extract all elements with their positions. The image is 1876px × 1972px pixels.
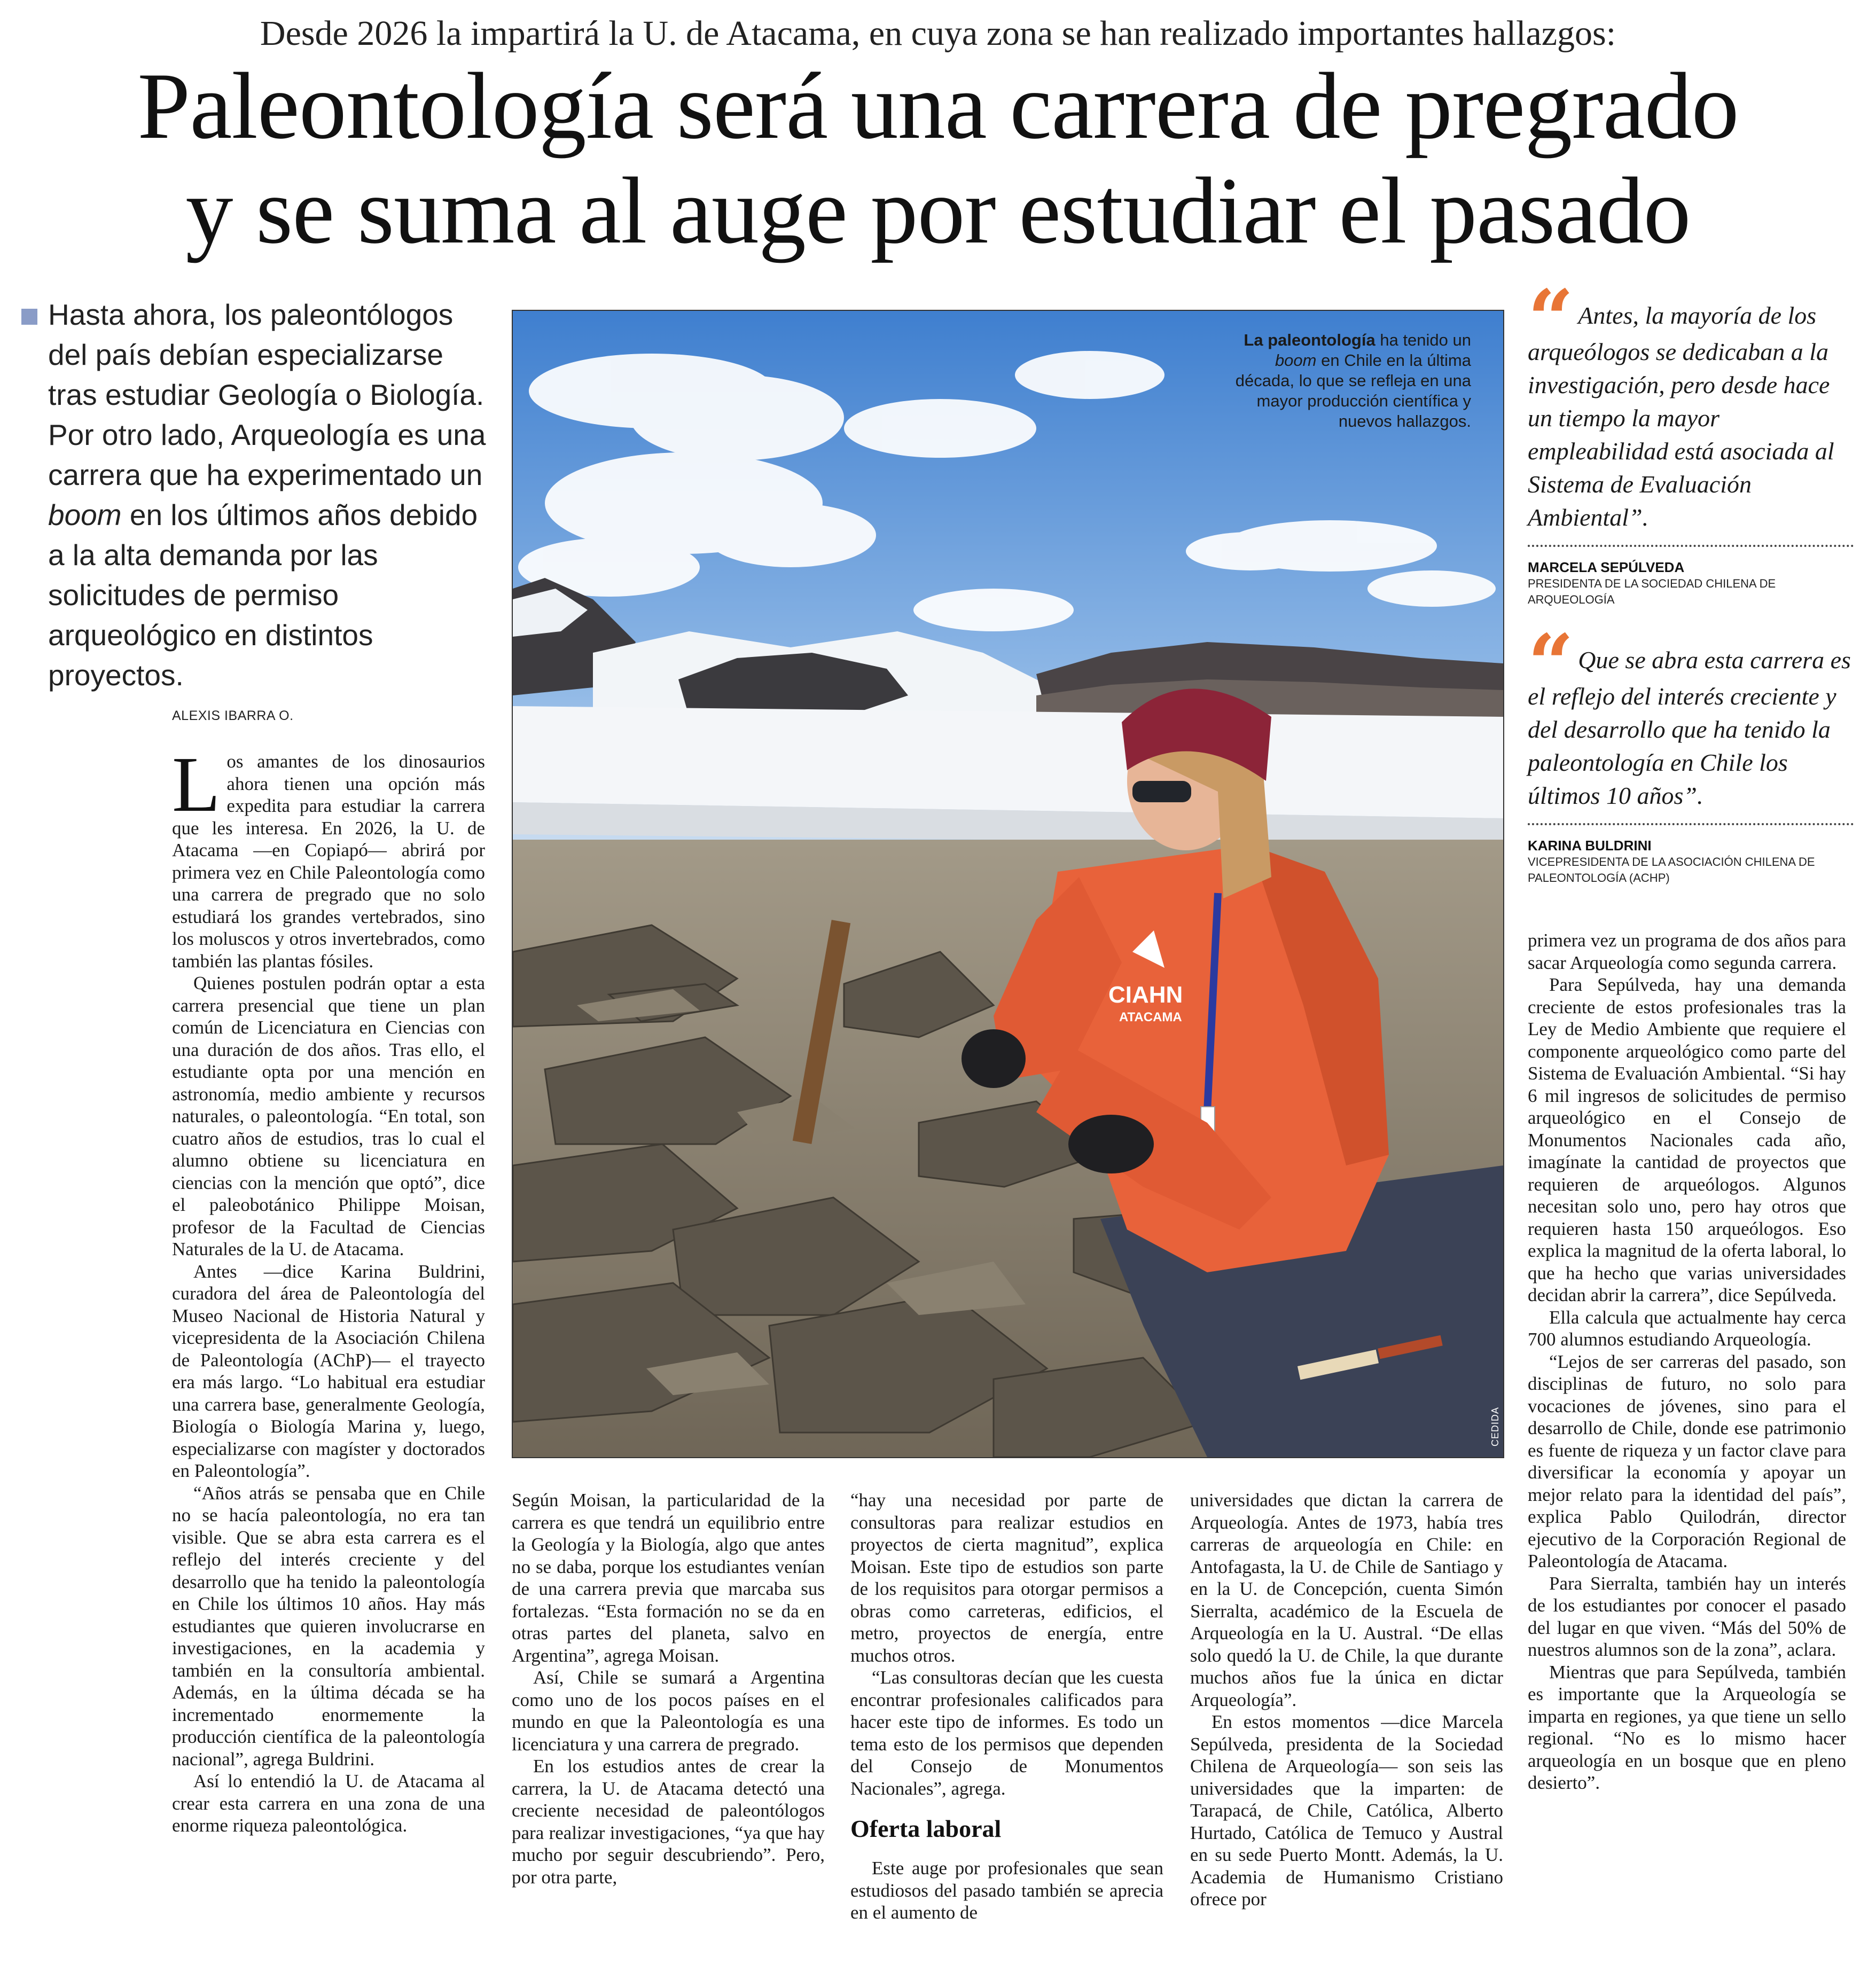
- paragraph: En los estudios antes de crear la carrera, la U. de Atacama detectó una creciente necesidad de paleontólogos para realizar investigaciones, “ya que hay mucho por seguir descubriendo”. Pero, por otra parte,: [512, 1756, 825, 1888]
- article-column-5: [1528, 929, 1846, 1794]
- pull-quote-buldrini: [1528, 617, 1854, 886]
- paragraph: “Años atrás se pensaba que en Chile no se hacía paleontología, no era tan visible. Que se abra esta carrera es el reflejo del interés creciente y del desarrollo que ha tenido la paleontología en Chile los últimos 10 años. Hay más estudiantes que quieren involucrarse en investigaciones, en la academia y también en la consultoría ambiental. Además, en la última década se ha incrementado enormemente la producción científica de la paleontología nacional”, agrega Buldrini.: [172, 1482, 485, 1770]
- lead-bullet-icon: [21, 309, 37, 325]
- kicker: Desde 2026 la impartirá la U. de Atacama, en cuya zona se han realizado importantes hallazgos:: [260, 14, 1616, 53]
- quote-text: “ Que se abra esta carrera es el reflejo del interés creciente y del desarrollo que ha tenido la paleontología en Chile los últimos 10 años”.: [1528, 617, 1851, 809]
- quote-author-role: VICEPRESIDENTA DE LA ASOCIACIÓN CHILENA DE PALEONTOLOGÍA (ACHP): [1528, 855, 1815, 885]
- paragraph: Para Sepúlveda, hay una demanda creciente de estos profesionales tras la Ley de Medio Ambiente que requiere el componente arqueológico como parte del Sistema de Evaluación Ambiental. “Si hay 6 mil ingresos de solicitudes de permiso arqueológico en el Consejo de Monumentos Nacionales cada año, imagínate la cantidad de proyectos que requieren de arqueólogos. Algunos necesitan solo uno, pero hay otros que requieren hasta 150 arqueólogos. Eso explica la magnitud de la oferta laboral, lo que ha hecho que varias universidades decidan abrir la carrera”, dice Sepúlveda.: [1528, 974, 1846, 1305]
- divider: [1528, 823, 1854, 825]
- article-photo: [512, 310, 1504, 1458]
- paragraph: Este auge por profesionales que sean estudiosos del pasado también se aprecia en el aumento de: [850, 1858, 1163, 1923]
- quote-author-name: KARINA BULDRINI: [1528, 838, 1652, 854]
- paragraph: universidades que dictan la carrera de Arqueología. Antes de 1973, había tres carreras de arqueología en Chile: en Antofagasta, la U. de Chile de Santiago y en la U. de Concepción, cuenta Simón Sierralta, académico de la Escuela de Arqueología en la U. Austral. “De ellas solo quedó la U. de Chile, la que durante muchos años fue la única en dictar Arqueología”.: [1190, 1490, 1503, 1710]
- article-column-2: [512, 1489, 825, 1888]
- paragraph: En estos momentos —dice Marcela Sepúlveda, presidenta de la Sociedad Chilena de Arqueología— son seis las universidades que la imparten: de Tarapacá, de Chile, Católica, Alberto Hurtado, Católica de Temuco y Austral en su sede Puerto Montt. Además, la U. Academia de Humanismo Cristiano ofrece por: [1190, 1711, 1503, 1910]
- quote-author-role: PRESIDENTA DE LA SOCIEDAD CHILENA DE ARQUEOLOGÍA: [1528, 577, 1776, 606]
- divider: [1528, 545, 1854, 547]
- paragraph: Los amantes de los dinosaurios ahora tienen una opción más expedita para estudiar la carrera que les interesa. En 2026, la U. de Atacama —en Copiapó— abrirá por primera vez en Chile Paleontología como una carrera de pregrado que no solo estudiará los grandes vertebrados, sino los moluscos y otros invertebrados, como también las plantas fósiles.: [172, 741, 485, 972]
- headline: [0, 53, 1876, 263]
- paragraph: Así, Chile se sumará a Argentina como uno de los pocos países en el mundo en que la Paleontología es una licenciatura y una carrera de pregrado.: [512, 1667, 825, 1755]
- field-photo-illustration: [513, 311, 1503, 1457]
- article-column-4: [1190, 1489, 1503, 1911]
- lead-text: Hasta ahora, los paleontólogos del país debían especializarse tras estudiar Geología o Biología. Por otro lado, Arqueología es una carrera que ha experimentado un boom en los últimos años debido a la alta demanda por las solicitudes de permiso arqueológico en distintos proyectos.: [48, 298, 486, 692]
- article-column-1: [172, 741, 485, 1837]
- paragraph: Mientras que para Sepúlveda, también es importante que la Arqueología se imparta en regiones, ya que tiene un sello regional. “No es lo mismo hacer arqueología en un bosque que en pleno desierto”.: [1528, 1661, 1846, 1793]
- headline-line-1: Paleontología será una carrera de pregrado: [137, 53, 1739, 159]
- subheading-oferta-laboral: Oferta laboral: [850, 1815, 1002, 1842]
- photo-credit: CEDIDA: [1490, 1406, 1500, 1446]
- quote-author-name: MARCELA SEPÚLVEDA: [1528, 559, 1685, 575]
- quote-mark-icon: “: [1528, 617, 1574, 711]
- byline: ALEXIS IBARRA O.: [172, 708, 294, 723]
- jacket-logo-subtext: ATACAMA: [1119, 1010, 1182, 1024]
- paragraph: Según Moisan, la particularidad de la carrera es que tendrá un equilibrio entre la Geología y la Biología, algo que antes no se daba, porque los estudiantes venían de una carrera previa que marcaba sus fortalezas. “Esta formación no se da en otras partes del planeta, salvo en Argentina”, agrega Moisan.: [512, 1490, 825, 1666]
- article-column-3: [850, 1489, 1163, 1924]
- paragraph: Para Sierralta, también hay un interés de los estudiantes por conocer el pasado del lugar en que viven. “Más del 50% de nuestros alumnos son de la zona”, aclara.: [1528, 1572, 1846, 1660]
- paragraph: Ella calcula que actualmente hay cerca 700 alumnos estudiando Arqueología.: [1528, 1306, 1846, 1350]
- quote-mark-icon: “: [1528, 272, 1574, 366]
- lead-summary: [21, 295, 491, 695]
- paragraph: “Lejos de ser carreras del pasado, son disciplinas de futuro, no solo para vocaciones de jóvenes, sino para el desarrollo de Chile, donde ese patrimonio es fuente de riqueza y un factor clave para diversificar la economía y apoyar un mejor relato para la identidad del país”, explica Pablo Quilodrán, director ejecutivo de la Corporación Regional de Paleontología de Atacama.: [1528, 1351, 1846, 1571]
- photo-caption: La paleontología ha tenido un boom en Chile en la última década, lo que se refleja en una mayor producción científica y nuevos hallazgos.: [1235, 331, 1471, 431]
- paragraph: Antes —dice Karina Buldrini, curadora del área de Paleontología del Museo Nacional de Historia Natural y vicepresidenta de la Asociación Chilena de Paleontología (AChP)— el trayecto era más largo. “Lo habitual era estudiar una carrera base, generalmente Geología, Biología o Biología Marina y, luego, especializarse con magíster y doctorados en Paleontología”.: [172, 1261, 485, 1481]
- headline-line-2: y se suma al auge por estudiar el pasado: [185, 158, 1691, 263]
- paragraph: “hay una necesidad por parte de consultoras para realizar estudios en proyectos de cierta magnitud”, explica Moisan. Este tipo de estudios son parte de los requisitos para otorgar permisos a obras como carreteras, edificios, el metro, proyectos de energía, entre muchos otros.: [850, 1490, 1163, 1666]
- paragraph: “Las consultoras decían que les cuesta encontrar profesionales calificados para hacer este tipo de informes. Es todo un tema esto de los permisos que dependen del Consejo de Monumentos Nacionales”, agrega.: [850, 1667, 1163, 1799]
- drop-cap: L: [172, 741, 221, 828]
- pull-quote-sepulveda: [1528, 272, 1854, 608]
- quote-text: “ Antes, la mayoría de los arqueólogos se dedicaban a la investigación, pero desde hace un tiempo la mayor empleabilidad está asociada al Sistema de Evaluación Ambiental”.: [1528, 272, 1834, 531]
- paragraph: Así lo entendió la U. de Atacama al crear esta carrera en una zona de una enorme riqueza paleontológica.: [172, 1771, 485, 1836]
- jacket-logo-text: CIAHN: [1108, 982, 1183, 1008]
- paragraph: primera vez un programa de dos años para sacar Arqueología como segunda carrera.: [1528, 930, 1846, 973]
- paragraph: Quienes postulen podrán optar a esta carrera presencial que tiene un plan común de Licenciatura en Ciencias con una duración de dos años. Tras ello, el estudiante opta por una mención en astronomía, medio ambiente y recursos naturales, o paleontología. “En total, son cuatro años de estudios, tras lo cual el alumno obtiene su licenciatura en ciencias con la mención que optó”, dice el paleobotánico Philippe Moisan, profesor de la Facultad de Ciencias Naturales de la U. de Atacama.: [172, 973, 485, 1259]
